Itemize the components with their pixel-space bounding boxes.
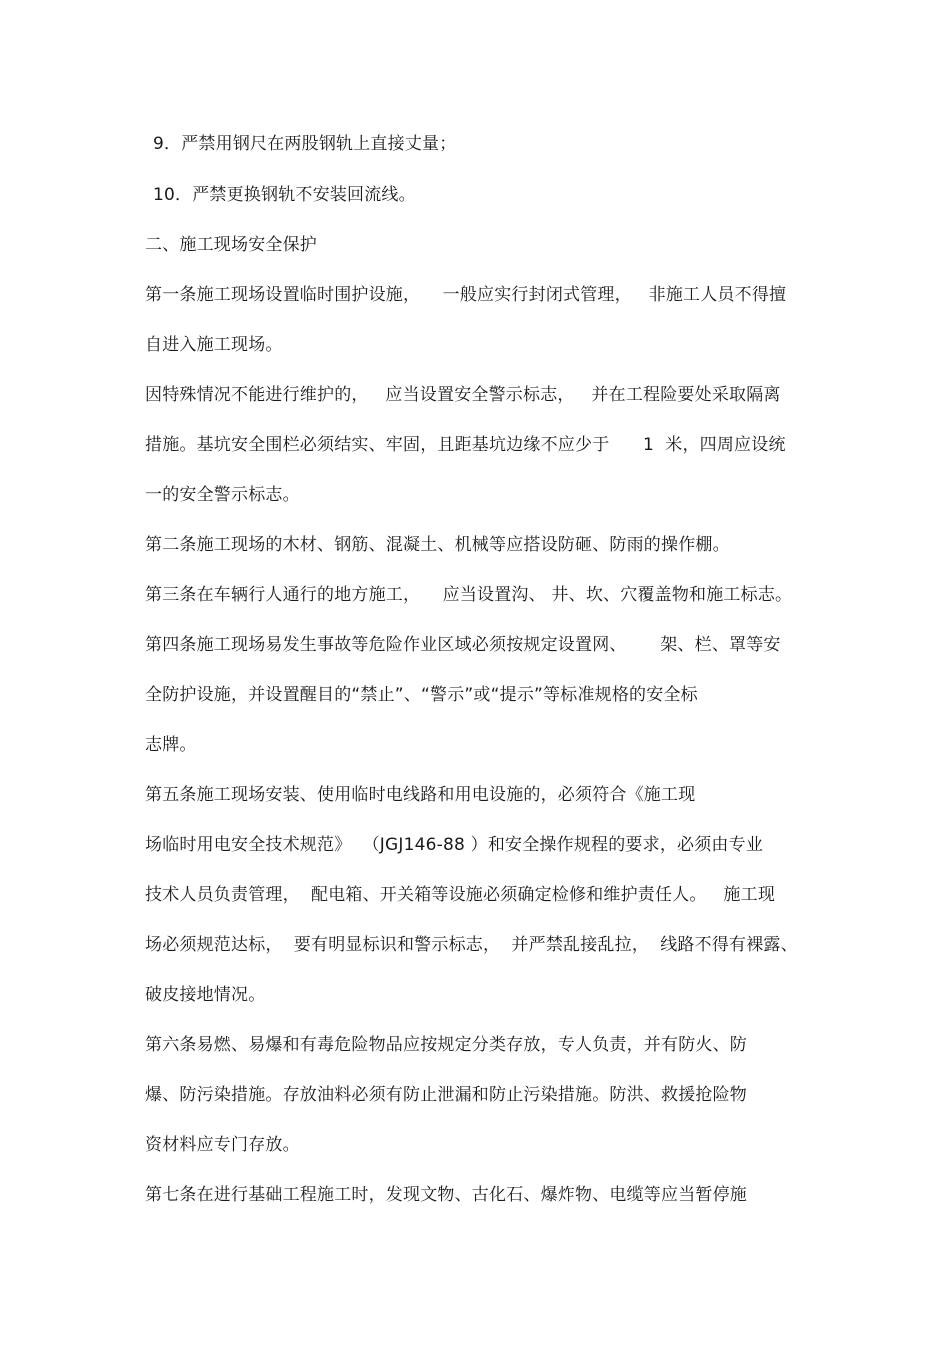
text-line: 场必须规范达标， 要有明显标识和警示标志， 并严禁乱接乱拉， 线路不得有裸露、	[145, 935, 798, 955]
text-line: 第四条施工现场易发生事故等危险作业区域必须按规定设置网、 架、栏、罩等安	[145, 635, 781, 655]
text-line: 第五条施工现场安装、使用临时电线路和用电设施的，必须符合《施工现	[145, 785, 696, 805]
text-line: 10．严禁更换钢轨不安装回流线。	[153, 185, 416, 205]
text-line: 志牌。	[145, 735, 197, 755]
text-line: 技术人员负责管理， 配电箱、开关箱等设施必须确定检修和维护责任人。 施工现	[145, 885, 776, 905]
section-heading: 二、施工现场安全保护	[145, 235, 317, 255]
text-line: 因特殊情况不能进行维护的， 应当设置安全警示标志， 并在工程险要处采取隔离	[145, 385, 781, 405]
text-line: 爆、防污染措施。存放油料必须有防止泄漏和防止污染措施。防洪、救援抢险物	[145, 1085, 747, 1105]
text-line: 资材料应专门存放。	[145, 1135, 300, 1155]
text-line: 第七条在进行基础工程施工时，发现文物、古化石、爆炸物、电缆等应当暂停施	[145, 1185, 747, 1205]
text-line: 第六条易燃、易爆和有毒危险物品应按规定分类存放，专人负责，并有防火、防	[145, 1035, 747, 1055]
text-line: 自进入施工现场。	[145, 335, 283, 355]
text-line: 9．严禁用钢尺在两股钢轨上直接丈量；	[153, 134, 457, 154]
text-line: 第三条在车辆行人通行的地方施工， 应当设置沟、 井、坎、穴覆盖物和施工标志。	[145, 585, 793, 605]
text-line: 破皮接地情况。	[145, 985, 266, 1005]
text-line: 措施。基坑安全围栏必须结实、牢固，且距基坑边缘不应少于 1 米，四周应设统	[145, 435, 786, 455]
text-line: 第一条施工现场设置临时围护设施， 一般应实行封闭式管理， 非施工人员不得擅	[145, 285, 787, 305]
text-line: 场临时用电安全技术规范》 （JGJ146-88 ）和安全操作规程的要求，必须由专业	[145, 835, 764, 855]
text-line: 全防护设施，并设置醒目的“禁止”、“警示”或“提示”等标准规格的安全标	[145, 685, 698, 705]
text-line: 一的安全警示标志。	[145, 485, 300, 505]
text-line: 第二条施工现场的木材、钢筋、混凝土、机械等应搭设防砸、防雨的操作棚。	[145, 535, 730, 555]
